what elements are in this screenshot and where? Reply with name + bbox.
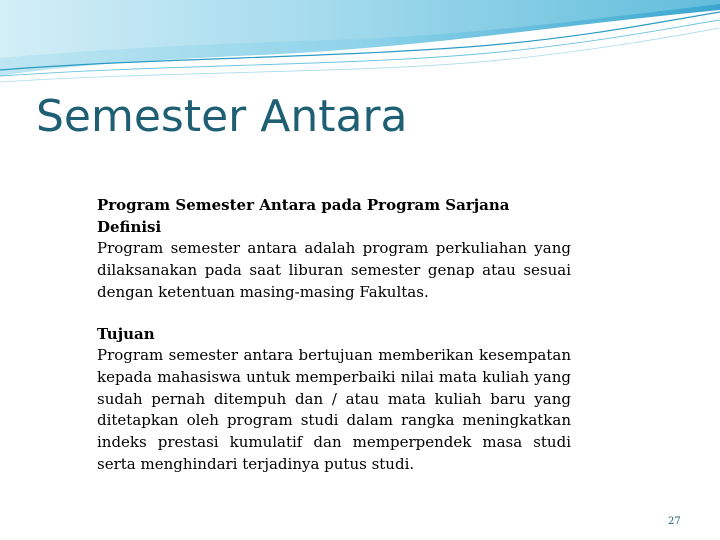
wave-band-highlight [0, 0, 720, 58]
purpose-label: Tujuan [97, 324, 155, 343]
definition-label: Definisi [97, 217, 162, 236]
wave-header-decoration [0, 0, 720, 90]
definition-text: Program semester antara adalah program perkuliahan yang dilaksanakan pada saat liburan semester genap atau sesuai dengan ketentuan masing-masing Fakultas. [97, 239, 571, 301]
page-number: 27 [668, 516, 681, 527]
content-body [97, 195, 571, 475]
paragraph-gap [97, 304, 571, 324]
slide-title: Semester Antara [36, 91, 408, 142]
purpose-text: Program semester antara bertujuan memberikan kesempatan kepada mahasiswa untuk memperbaiki nilai mata kuliah yang sudah pernah ditempuh dan / atau mata kuliah baru yang ditetapkan oleh program studi dalam rangka meningkatkan indeks prestasi kumulatif dan memperpendek masa studi serta menghindari terjadinya putus studi. [97, 346, 571, 473]
section-heading: Program Semester Antara pada Program Sarjana [97, 196, 510, 214]
